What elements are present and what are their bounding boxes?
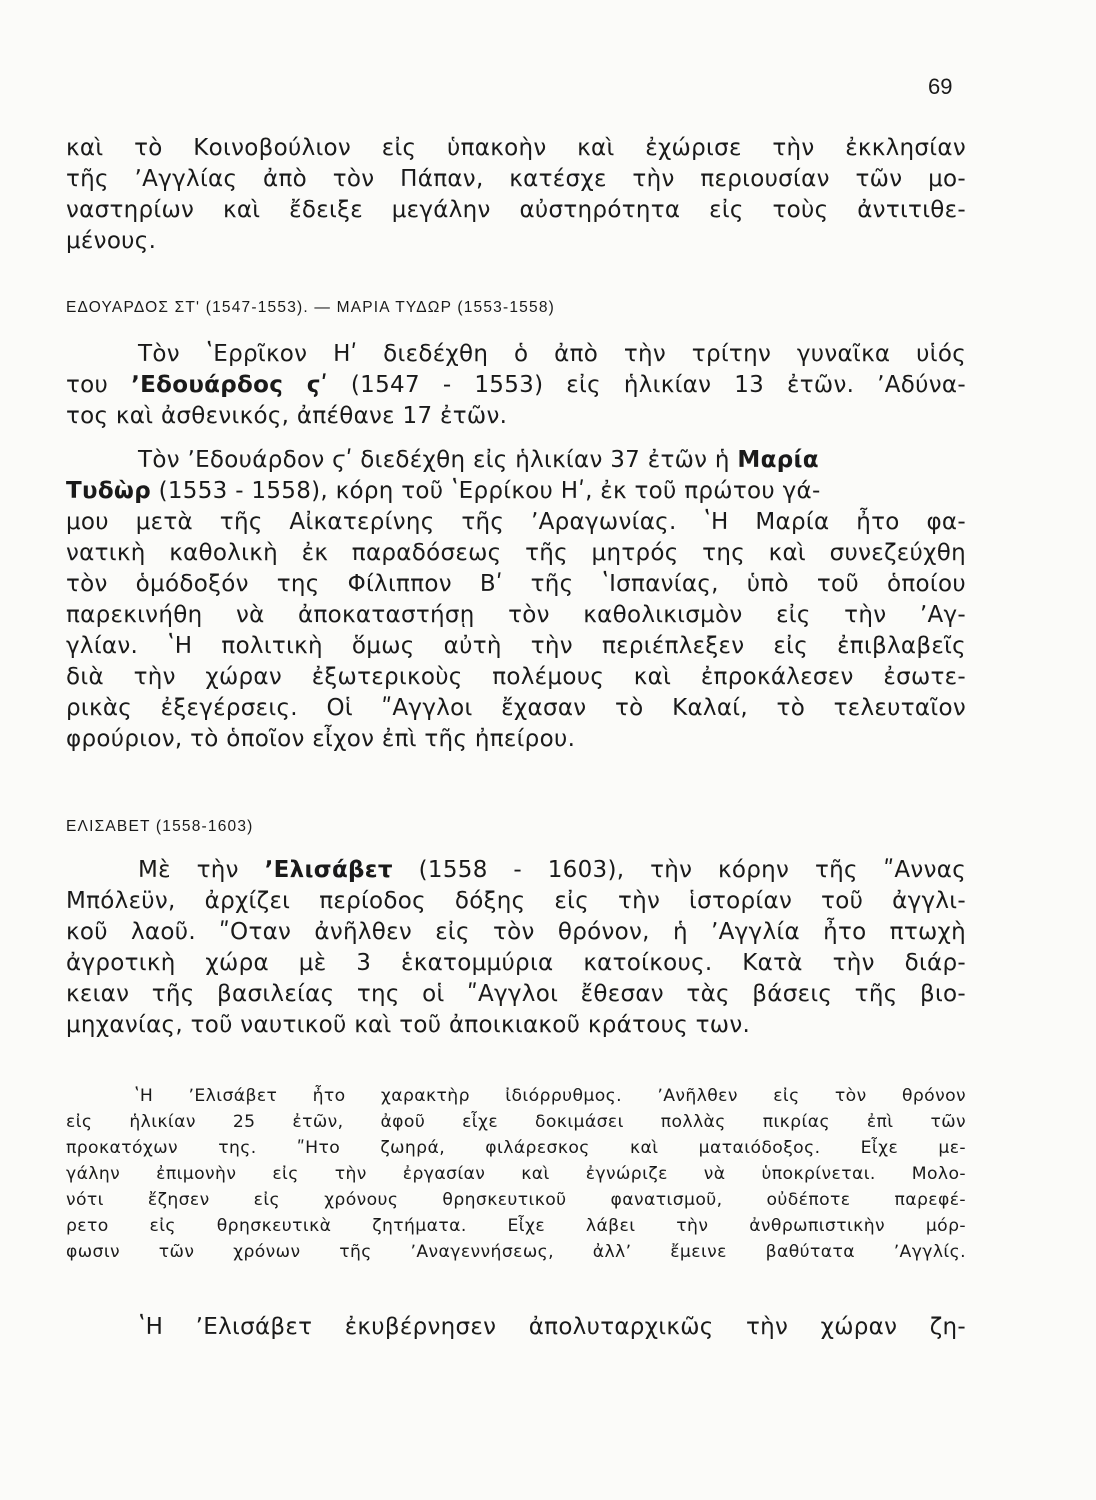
text-run: Τὸν ʼΕδουάρδον ϛʹ διεδέχθη εἰς ἡλικίαν 37 ἐτῶν ἡ (138, 447, 738, 473)
text-line: ρικὰς ἐξεγέρσεις. Οἱ ʺΑγγλοι ἔχασαν τὸ Καλαί, τὸ τελευταῖον (66, 695, 966, 721)
section-heading-edward-mary: ΕΔΟΥΑΡΔΟΣ ΣΤʹ (1547-1553). — ΜΑΡΙΑ ΤΥΔΩΡ (1553-1558) (66, 299, 556, 316)
text-line: κειαν τῆς βασιλείας της οἱ ʺΑγγλοι ἔθεσαν τὰς βάσεις τῆς βιο- (66, 981, 966, 1007)
text-run: Μὲ τὴν (138, 857, 265, 883)
text-line: κοῦ λαοῦ. ʺΟταν ἀνῆλθεν εἰς τὸν θρόνον, ἡ ʼΑγγλία ἦτο πτωχὴ (66, 919, 966, 945)
page-number: 69 (928, 74, 953, 99)
text-line: νότι ἔζησεν εἰς χρόνους θρησκευτικοῦ φανατισμοῦ, οὐδέποτε παρεφέ- (66, 1190, 966, 1210)
text-line: διὰ τὴν χώραν ἐξωτερικοὺς πολέμους καὶ ἐπροκάλεσεν ἐσωτε- (66, 664, 966, 690)
paragraph-edward (66, 339, 966, 432)
text-line: Τὸν ʽΕρρῖκον Ηʹ διεδέχθη ὁ ἀπὸ τὴν τρίτην γυναῖκα υἱός (138, 341, 966, 367)
text-line: Μπόλεϋν, ἀρχίζει περίοδος δόξης εἰς τὴν ἱστορίαν τοῦ ἀγγλι- (66, 888, 966, 914)
text-line: ναστηρίων καὶ ἔδειξε μεγάλην αὐστηρότητα εἰς τοὺς ἀντιτιθε- (66, 197, 966, 223)
small-print-paragraph (66, 1083, 966, 1265)
paragraph-henry-reform (66, 133, 966, 257)
text-line: εἰς ἡλικίαν 25 ἐτῶν, ἀφοῦ εἶχε δοκιμάσει πολλὰς πικρίας ἐπὶ τῶν (66, 1112, 966, 1132)
text-line: τὸν ὁμόδοξόν της Φίλιππον Βʹ τῆς ʽΙσπανίας, ὑπὸ τοῦ ὁποίου (66, 571, 966, 597)
text-line: φωσιν τῶν χρόνων τῆς ʼΑναγεννήσεως, ἀλλʼ ἔμεινε βαθύτατα ʼΑγγλίς. (66, 1242, 966, 1262)
paragraph-mary-tudor (66, 445, 966, 755)
text-line (66, 855, 966, 886)
text-run: του (66, 372, 132, 398)
text-line: μου μετὰ τῆς Αἰκατερίνης τῆς ʼΑραγωνίας. ʽΗ Μαρία ἦτο φα- (66, 509, 966, 535)
text-line: προκατόχων της. ʺΗτο ζωηρά, φιλάρεσκος καὶ ματαιόδοξος. Εἶχε με- (66, 1138, 966, 1158)
text-line: φρούριον, τὸ ὁποῖον εἶχον ἐπὶ τῆς ἠπείρου. (66, 726, 576, 752)
text-run: (1547 - 1553) εἰς ἡλικίαν 13 ἐτῶν. ʼΑδύνα- (327, 372, 966, 398)
text-line: ἀγροτικὴ χώρα μὲ 3 ἑκατομμύρια κατοίκους. Κατὰ τὴν διάρ- (66, 950, 966, 976)
text-line: ʽΗ ʼΕλισάβετ ἦτο χαρακτὴρ ἰδιόρρυθμος. ʼΑνῆλθεν εἰς τὸν θρόνον (134, 1086, 966, 1106)
text-line: ʽΗ ʼΕλισάβετ ἐκυβέρνησεν ἀπολυταρχικῶς τὴν χώραν ζη- (138, 1314, 966, 1340)
text-line: γλίαν. ʽΗ πολιτικὴ ὅμως αὐτὴ τὴν περιέπλεξεν εἰς ἐπιβλαβεῖς (66, 633, 966, 659)
text-line: νατικὴ καθολικὴ ἐκ παραδόσεως τῆς μητρός της καὶ συνεζεύχθη (66, 540, 966, 566)
text-line: καὶ τὸ Κοινοβούλιον εἰς ὑπακοὴν καὶ ἐχώρισε τὴν ἐκκλησίαν (66, 135, 966, 161)
name-elizabeth: ʼΕλισάβετ (264, 857, 393, 883)
text-line: μένους. (66, 228, 157, 254)
text-run: (1558 - 1603), τὴν κόρην τῆς ʺΑννας (392, 857, 966, 883)
text-line (66, 370, 966, 401)
paragraph-elizabeth-rule (66, 1312, 966, 1343)
text-line (66, 445, 966, 476)
text-line: παρεκινήθη νὰ ἀποκαταστήσῃ τὸν καθολικισμὸν εἰς τὴν ʼΑγ- (66, 602, 966, 628)
paragraph-elizabeth (66, 855, 966, 1041)
text-line: μηχανίας, τοῦ ναυτικοῦ καὶ τοῦ ἀποικιακοῦ κράτους των. (66, 1012, 751, 1038)
text-run: (1553 - 1558), κόρη τοῦ ʽΕρρίκου Ηʹ, ἐκ τοῦ πρώτου γά- (150, 478, 821, 504)
text-line: ρετο εἰς θρησκευτικὰ ζητήματα. Εἶχε λάβει τὴν ἀνθρωπιστικὴν μόρ- (66, 1216, 966, 1236)
text-line: τος καὶ ἀσθενικός, ἀπέθανε 17 ἐτῶν. (66, 403, 508, 429)
text-line: τῆς ʼΑγγλίας ἀπὸ τὸν Πάπαν, κατέσχε τὴν περιουσίαν τῶν μο- (66, 166, 966, 192)
text-line (66, 476, 966, 507)
name-mary: Μαρία (737, 447, 819, 473)
section-heading-elizabeth: ΕΛΙΣΑΒΕΤ (1558-1603) (66, 818, 254, 835)
name-edward: ʼΕδουάρδος ϛʹ (131, 372, 328, 398)
name-tudor: Τυδὼρ (66, 478, 151, 504)
text-line: γάλην ἐπιμονὴν εἰς τὴν ἐργασίαν καὶ ἐγνώριζε νὰ ὑποκρίνεται. Μολο- (66, 1164, 966, 1184)
